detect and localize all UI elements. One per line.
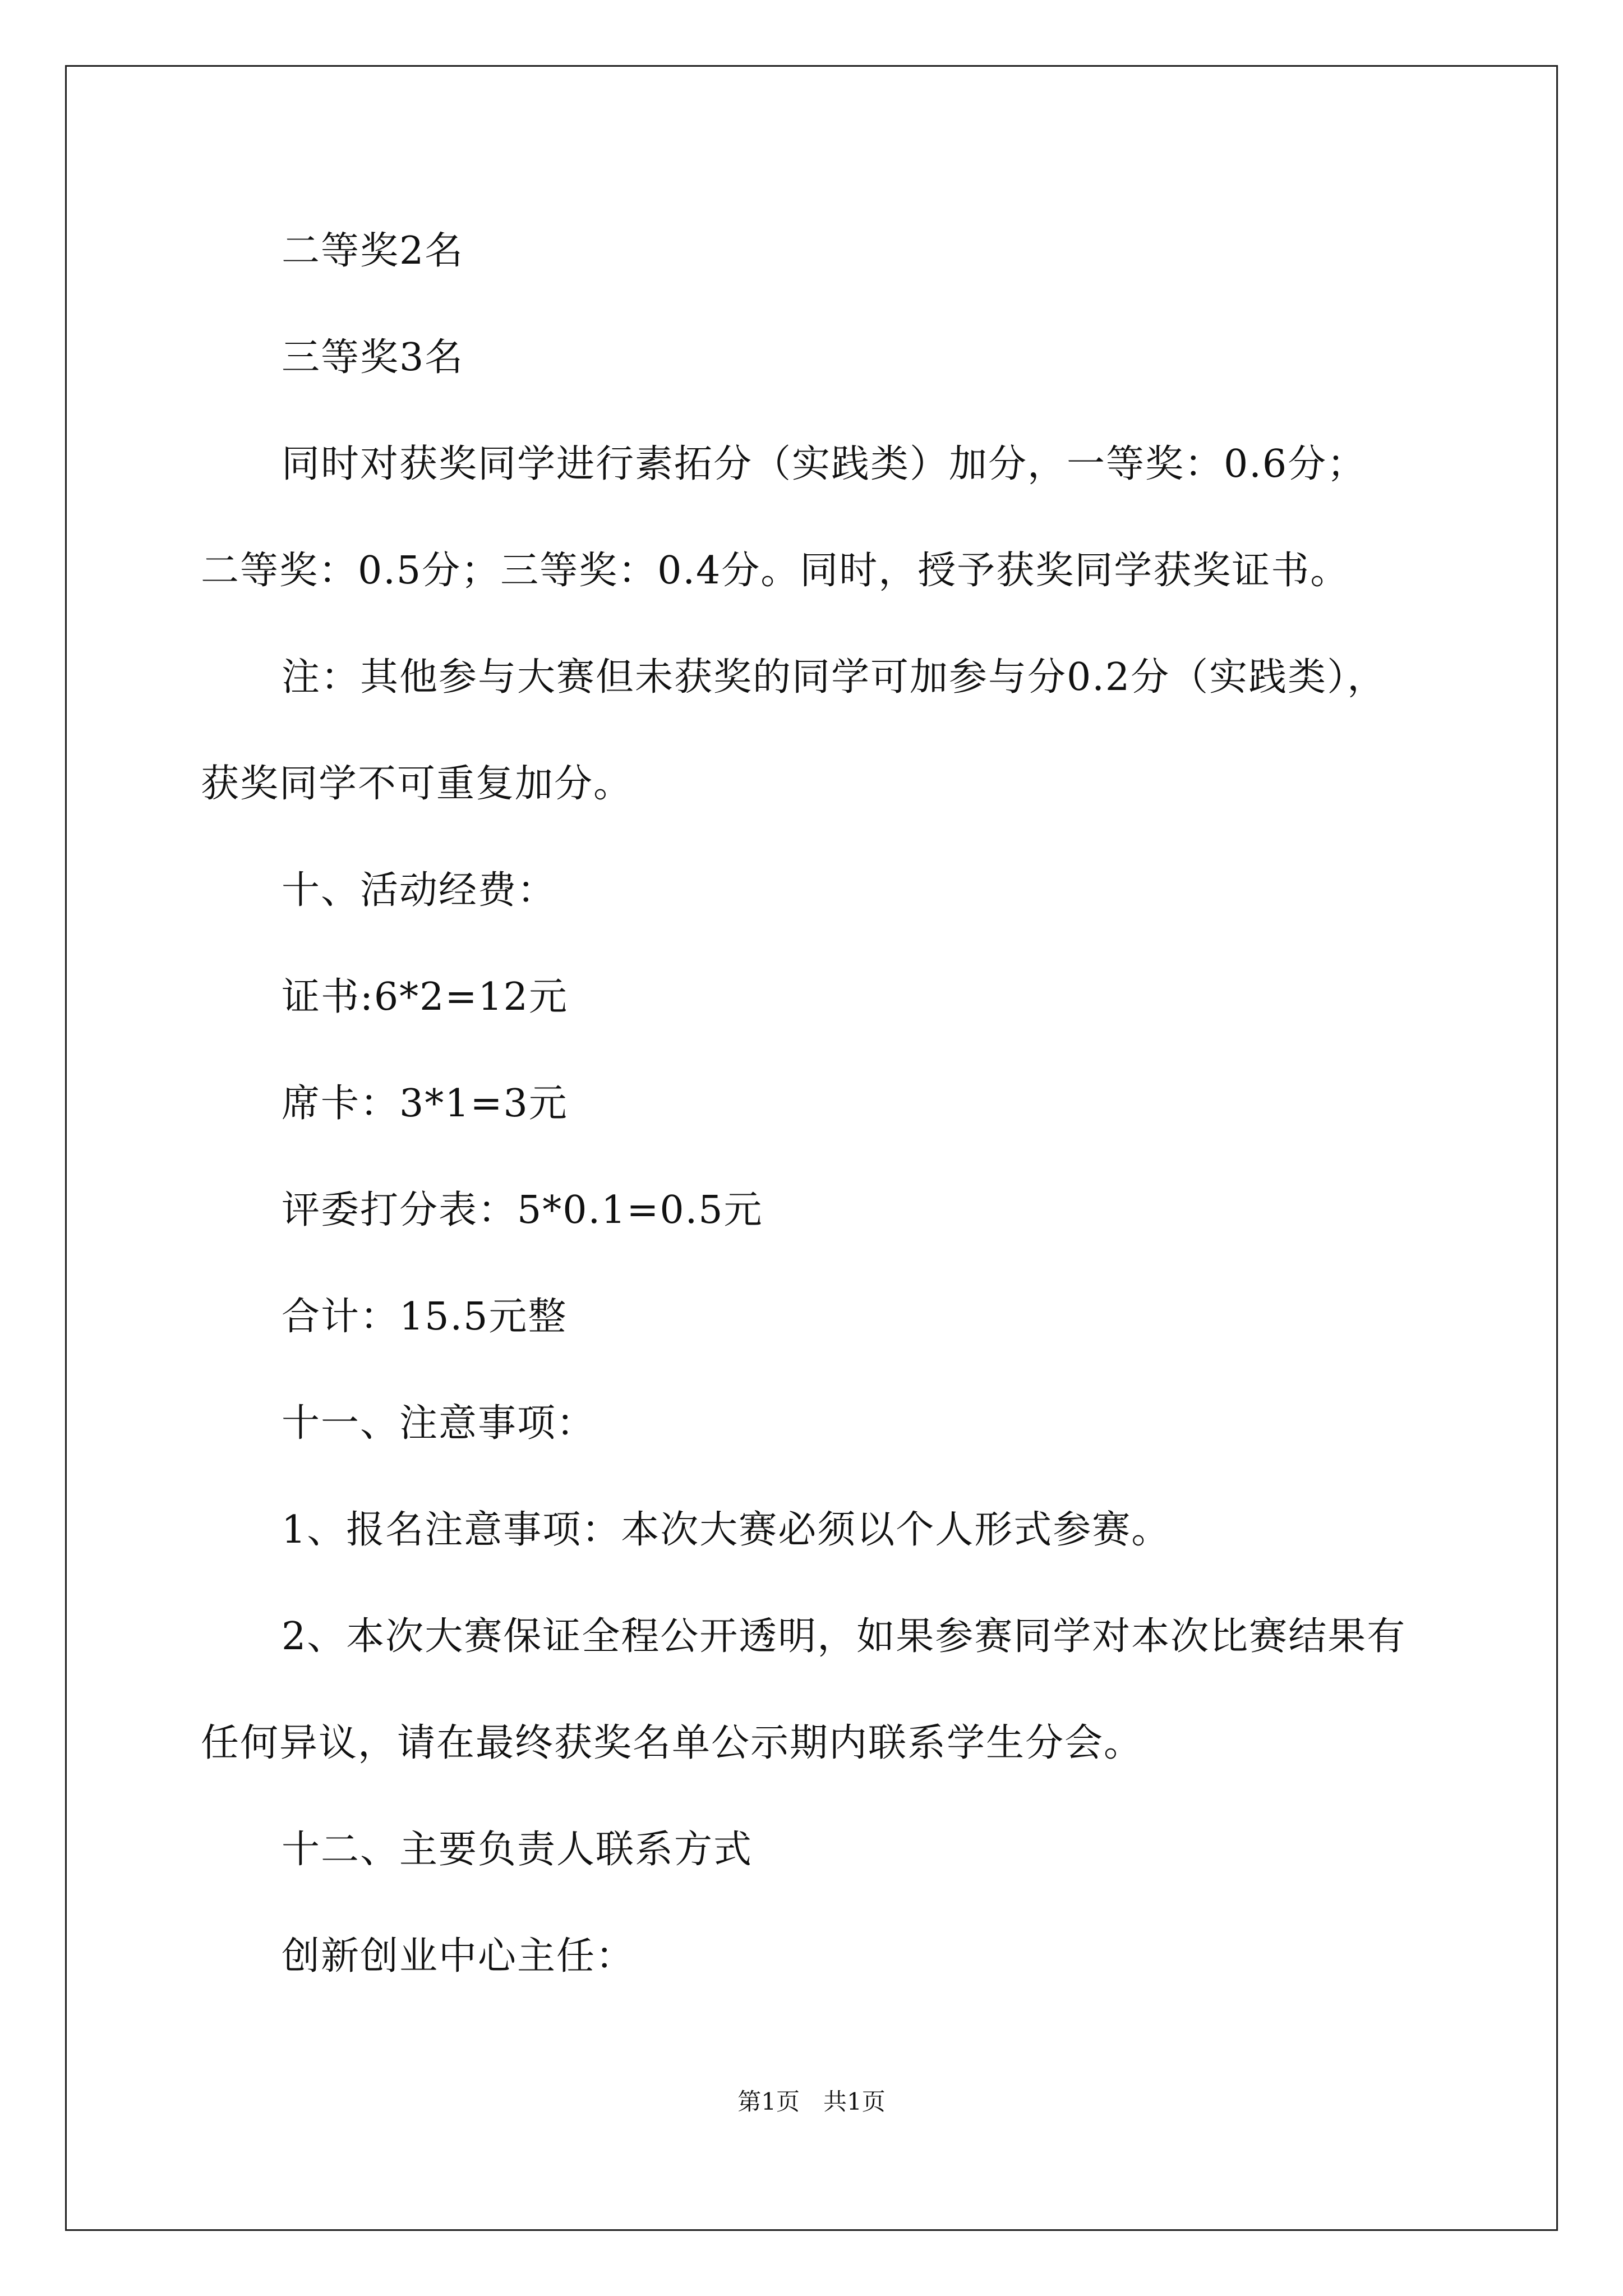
paragraph-certificate-cost: 证书:6*2=12元 <box>282 975 568 1019</box>
heading-contact: 十二、主要负责人联系方式 <box>282 1828 753 1872</box>
paragraph-transparency-line1: 2、本次大赛保证全程公开透明，如果参赛同学对本次比赛结果有 <box>282 1614 1407 1659</box>
page-number: 第1页 共1页 <box>737 2088 886 2115</box>
paragraph-note-line1: 注：其他参与大赛但未获奖的同学可加参与分0.2分（实践类）， <box>282 655 1387 700</box>
heading-notes: 十一、注意事项： <box>282 1401 596 1446</box>
paragraph-transparency-line2: 任何异议，请在最终获奖名单公示期内联系学生分会。 <box>201 1721 1144 1765</box>
paragraph-second-prize: 二等奖2名 <box>282 229 464 273</box>
paragraph-points-line1: 同时对获奖同学进行素拓分（实践类）加分，一等奖：0.6分； <box>282 442 1367 486</box>
paragraph-total-cost: 合计：15.5元整 <box>282 1295 568 1339</box>
paragraph-points-line2: 二等奖：0.5分；三等奖：0.4分。同时，授予获奖同学获奖证书。 <box>201 549 1350 593</box>
paragraph-registration-note: 1、报名注意事项：本次大赛必须以个人形式参赛。 <box>282 1508 1171 1552</box>
paragraph-center-director: 创新创业中心主任： <box>282 1934 635 1978</box>
paragraph-table-card-cost: 席卡：3*1=3元 <box>282 1082 568 1126</box>
paragraph-third-prize: 三等奖3名 <box>282 335 464 380</box>
heading-activity-funds: 十、活动经费： <box>282 868 557 913</box>
paragraph-score-sheet-cost: 评委打分表：5*0.1=0.5元 <box>282 1188 763 1232</box>
paragraph-note-line2: 获奖同学不可重复加分。 <box>201 762 633 806</box>
